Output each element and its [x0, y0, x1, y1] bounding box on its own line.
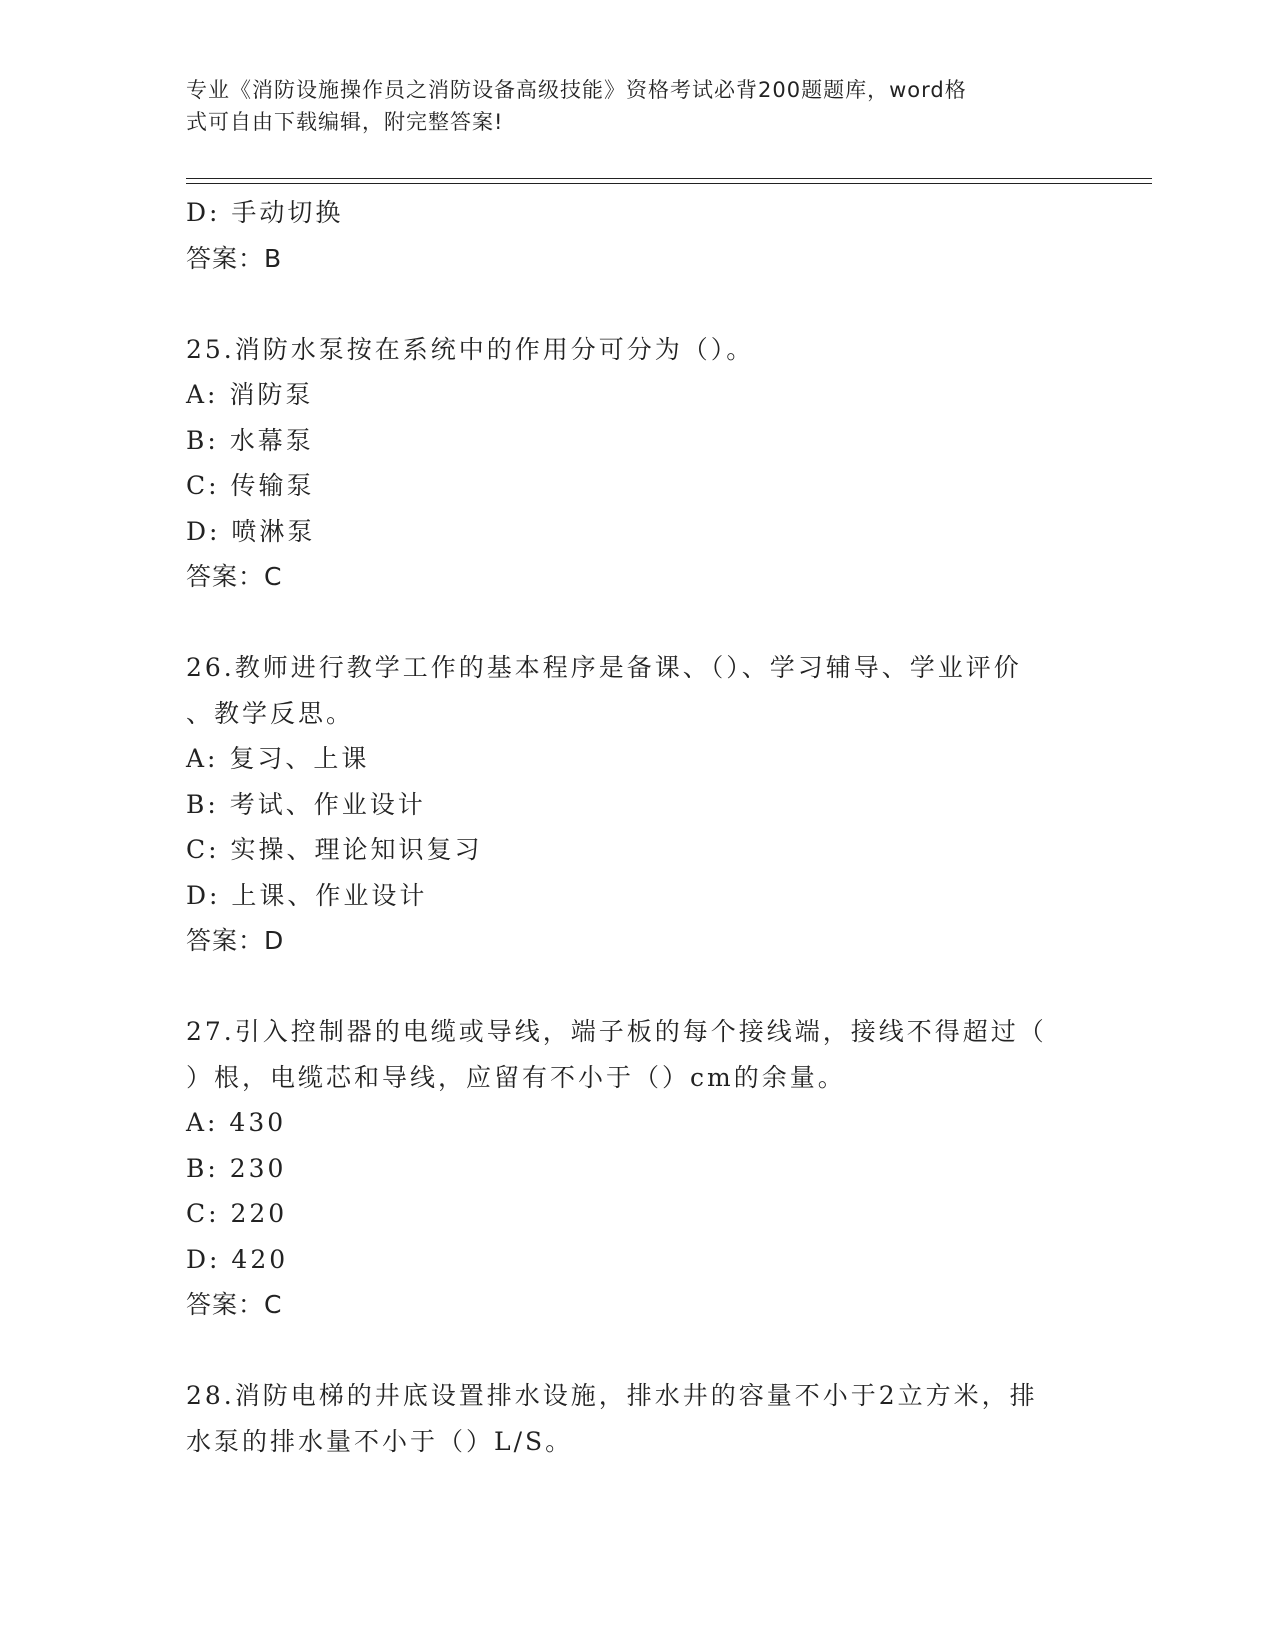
question-25: [186, 327, 1066, 600]
answer: 答案：C: [186, 1290, 283, 1319]
spacer: [186, 600, 1066, 646]
header-divider-top: [186, 178, 1152, 179]
option-d: D: 喷淋泵: [186, 516, 316, 546]
question-26: [186, 645, 1066, 964]
option-a: A: 消防泵: [186, 380, 314, 409]
question-24-tail: [186, 190, 1066, 281]
option-a: A: 430: [186, 1108, 287, 1137]
question-28: [186, 1373, 1066, 1464]
header-divider-bottom: [186, 183, 1152, 184]
option-b: B: 230: [186, 1153, 287, 1183]
spacer: [186, 1328, 1066, 1374]
question-stem: 25.消防水泵按在系统中的作用分可分为（）。: [186, 334, 755, 364]
option-b: B: 考试、作业设计: [186, 789, 426, 819]
question-stem-line-2: 、教学反思。: [186, 698, 355, 728]
option-d: D: 手动切换: [186, 198, 344, 227]
spacer: [186, 281, 1066, 327]
document-header: [186, 74, 1066, 138]
question-stem-line-2: 水泵的排水量不小于（）L/S。: [186, 1426, 574, 1456]
answer: 答案：D: [186, 926, 285, 955]
question-stem-line-1: 28.消防电梯的井底设置排水设施，排水井的容量不小于2立方米，排: [186, 1381, 1038, 1410]
answer: 答案：B: [186, 243, 283, 273]
option-c: C: 实操、理论知识复习: [186, 835, 483, 864]
question-stem-line-1: 27.引入控制器的电缆或导线，端子板的每个接线端，接线不得超过（: [186, 1017, 1047, 1046]
spacer: [186, 964, 1066, 1010]
question-list: [186, 190, 1066, 1464]
option-c: C: 传输泵: [186, 471, 315, 500]
option-b: B: 水幕泵: [186, 425, 314, 455]
header-line-2: 式可自由下载编辑，附完整答案!: [186, 110, 504, 134]
question-stem-line-1: 26.教师进行教学工作的基本程序是备课、（）、学习辅导、学业评价: [186, 653, 1022, 682]
option-d: D: 上课、作业设计: [186, 880, 428, 910]
header-line-1: 专业《消防设施操作员之消防设备高级技能》资格考试必背200题题库，word格: [186, 78, 967, 102]
question-stem-line-2: ）根，电缆芯和导线，应留有不小于（）cm的余量。: [186, 1062, 846, 1092]
option-d: D: 420: [186, 1244, 289, 1274]
answer: 答案：C: [186, 562, 283, 591]
option-a: A: 复习、上课: [186, 744, 370, 773]
option-c: C: 220: [186, 1199, 288, 1228]
question-27: [186, 1009, 1066, 1328]
